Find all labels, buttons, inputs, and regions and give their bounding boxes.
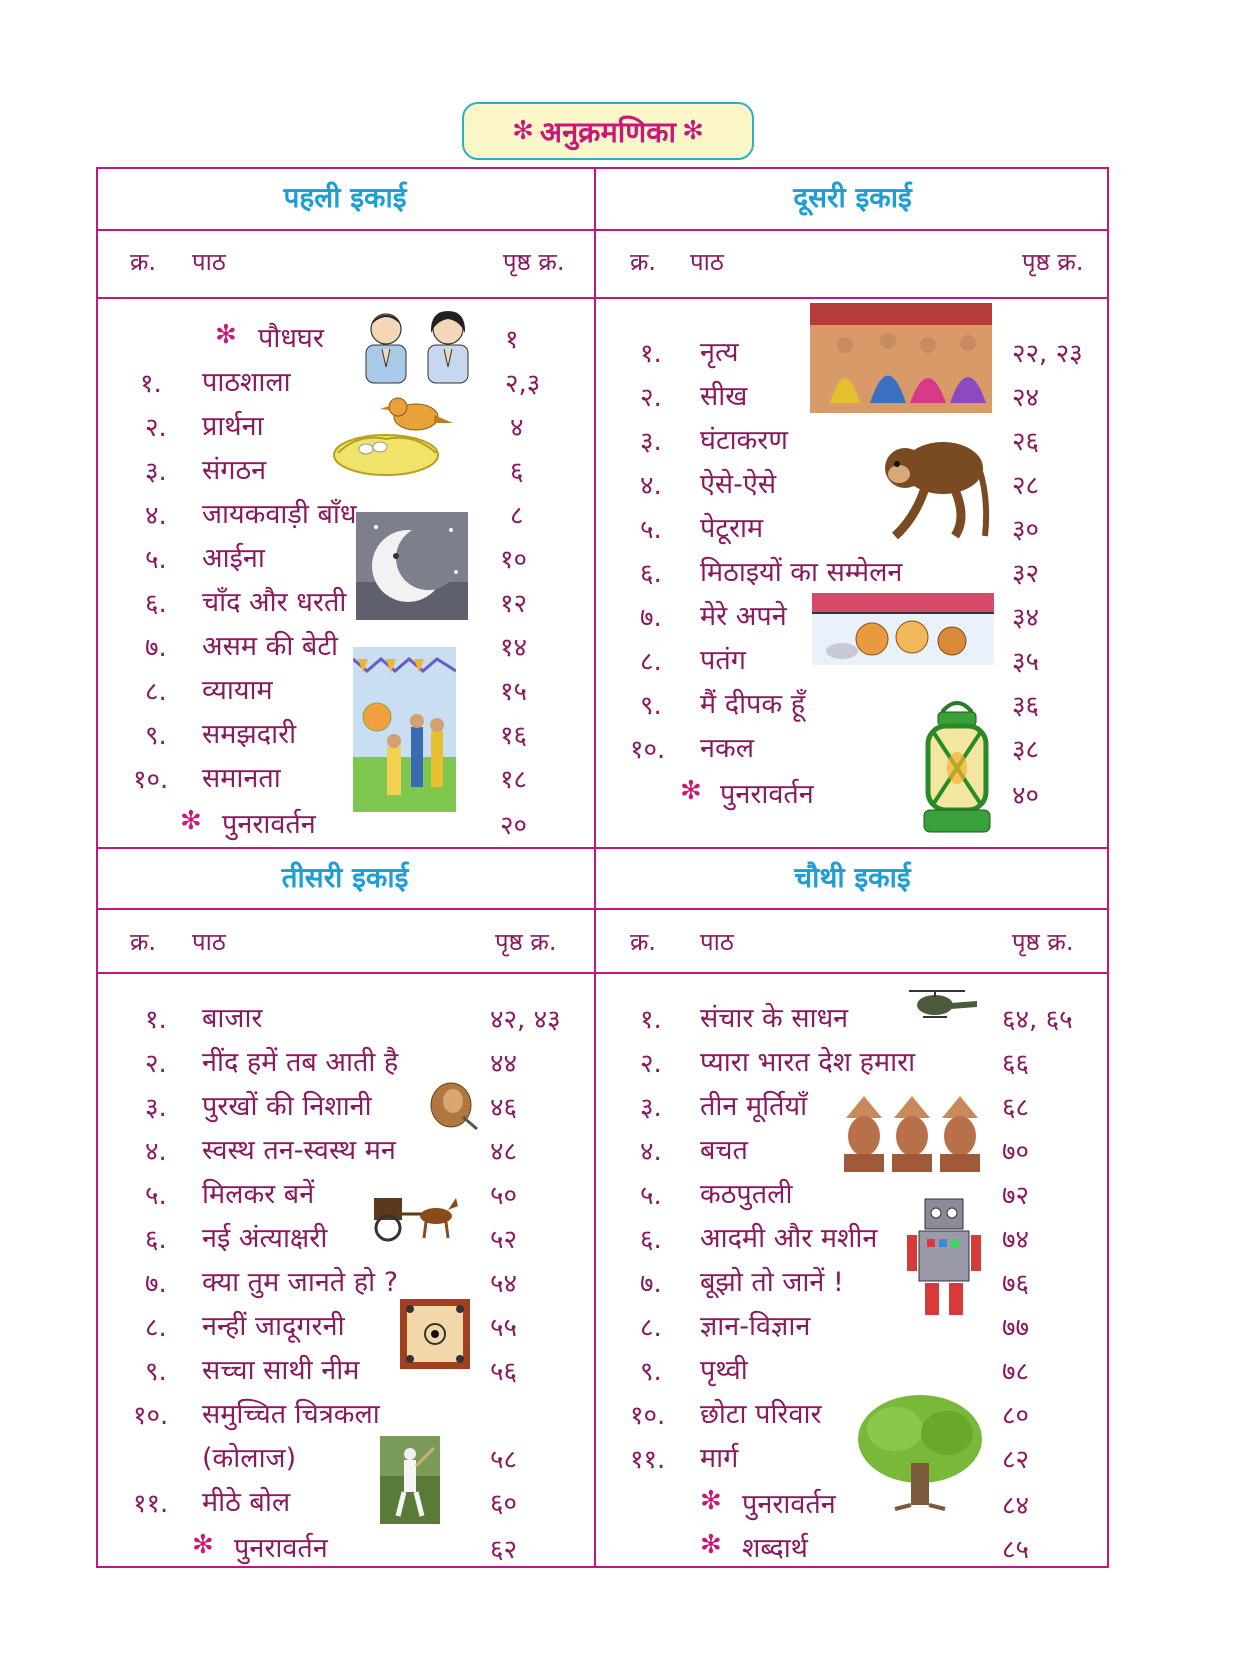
robot-illustration <box>905 1193 983 1318</box>
row-number: ९. <box>640 1357 662 1387</box>
lesson-title: प्रार्थना <box>202 411 264 442</box>
folk-dance-illustration <box>810 303 992 413</box>
table-divider <box>96 972 1109 974</box>
page-number: ३२ <box>1012 559 1040 589</box>
lesson-title: ज्ञान-विज्ञान <box>700 1311 811 1342</box>
row-number: ५. <box>640 515 662 545</box>
page-number: १८ <box>500 765 528 795</box>
three-statues-illustration <box>838 1090 988 1172</box>
lesson-title: मेरे अपने <box>700 601 787 632</box>
lesson-title-continued: (कोलाज) <box>202 1443 297 1474</box>
col-header-lesson: पाठ <box>192 928 226 956</box>
page-number: ४ <box>510 413 524 443</box>
row-number: ५. <box>640 1181 662 1211</box>
page-number: १४ <box>500 633 528 663</box>
lesson-title: आदमी और मशीन <box>700 1223 878 1254</box>
lesson-title: समुच्चित चित्रकला <box>202 1399 380 1430</box>
col-header-sr: क्र. <box>630 928 657 956</box>
row-number: ३. <box>145 1093 167 1123</box>
row-number: १०. <box>133 765 169 795</box>
table-divider <box>96 847 1109 849</box>
page-number: ७० <box>1002 1137 1030 1167</box>
sweets-festival-illustration <box>812 593 994 665</box>
col-header-lesson: पाठ <box>690 248 724 276</box>
lesson-title: समझदारी <box>202 719 297 750</box>
col-header-page: पृष्ठ क्र. <box>503 248 565 276</box>
lesson-title: पुरखों की निशानी <box>202 1091 372 1122</box>
unit-2-title: दूसरी इकाई <box>793 181 912 214</box>
lesson-title: पुनरावर्तन <box>222 809 316 840</box>
row-number: ४. <box>640 1137 662 1167</box>
page-number: १६ <box>500 721 528 751</box>
col-header-sr: क्र. <box>130 928 157 956</box>
page-number: ३४ <box>1012 603 1040 633</box>
row-number: २. <box>145 1049 167 1079</box>
row-number: ८. <box>640 1313 662 1343</box>
page-number: १२ <box>500 589 528 619</box>
lesson-title: प्यारा भारत देश हमारा <box>700 1047 916 1078</box>
row-number: २. <box>640 383 662 413</box>
row-number: १. <box>145 1005 167 1035</box>
row-number: ६. <box>145 589 167 619</box>
page-number: ४० <box>1012 781 1040 811</box>
lesson-title: सच्चा साथी नीम <box>202 1355 360 1386</box>
moon-night-illustration <box>356 512 468 620</box>
row-number: १०. <box>630 1401 666 1431</box>
lesson-title: असम की बेटी <box>202 631 338 662</box>
page-number: ६६ <box>1002 1049 1030 1079</box>
helicopter-illustration <box>905 985 980 1030</box>
page-number: ६४, ६५ <box>1002 1005 1073 1035</box>
carrom-board-illustration <box>398 1297 472 1371</box>
page-number: ७८ <box>1002 1357 1030 1387</box>
row-number: ११. <box>630 1445 666 1475</box>
row-number: ✻ <box>215 320 237 350</box>
page-number: २,३ <box>505 369 541 399</box>
lesson-title: बाजार <box>202 1003 263 1034</box>
lesson-title: नृत्य <box>700 337 739 368</box>
row-number: ६. <box>145 1225 167 1255</box>
unit-3-title: तीसरी इकाई <box>281 861 409 894</box>
horse-cart-illustration <box>370 1190 460 1242</box>
lesson-title: मार्ग <box>700 1443 739 1474</box>
row-number: ✻ <box>192 1530 214 1560</box>
row-number: ६. <box>640 1225 662 1255</box>
page-number: २६ <box>1012 427 1040 457</box>
lesson-title: नींद हमें तब आती है <box>202 1047 399 1078</box>
lesson-title: कठपुतली <box>700 1179 793 1210</box>
page-number: २८ <box>1012 471 1040 501</box>
page-number: ८० <box>1002 1401 1030 1431</box>
page-number: १० <box>500 545 528 575</box>
row-number: ३. <box>640 427 662 457</box>
row-number: ४. <box>145 1137 167 1167</box>
fair-crowd-illustration <box>353 647 456 812</box>
row-number: ✻ <box>180 806 202 836</box>
lesson-title: सीख <box>700 381 748 412</box>
row-number: ४. <box>145 501 167 531</box>
page-number: २४ <box>1012 383 1040 413</box>
lesson-title: मिलकर बनें <box>202 1179 315 1210</box>
row-number: ८. <box>145 677 167 707</box>
page-number: ५४ <box>490 1269 518 1299</box>
lesson-title: बूझो तो जानें ! <box>700 1267 844 1298</box>
lesson-title: चाँद और धरती <box>202 587 347 618</box>
lesson-title: जायकवाड़ी बाँध <box>202 499 357 530</box>
page-number: ६० <box>490 1489 518 1519</box>
row-number: १०. <box>133 1401 169 1431</box>
row-number: ९. <box>145 1357 167 1387</box>
row-number: १०. <box>630 735 666 765</box>
page-number: ५२ <box>490 1225 518 1255</box>
row-number: ९. <box>640 691 662 721</box>
lesson-title: पृथ्वी <box>700 1355 748 1386</box>
row-number: ७. <box>145 1269 167 1299</box>
row-number: ९. <box>145 721 167 751</box>
page-number: ७७ <box>1002 1313 1030 1343</box>
page-number: ५५ <box>490 1313 518 1343</box>
lesson-title: पुनरावर्तन <box>742 1489 836 1520</box>
unit-1-title: पहली इकाई <box>283 181 407 214</box>
lesson-title: नई अंत्याक्षरी <box>202 1223 328 1254</box>
lesson-title: छोटा परिवार <box>700 1399 822 1430</box>
page-number: ४६ <box>490 1093 518 1123</box>
page-number: ३६ <box>1012 691 1040 721</box>
row-number: ५. <box>145 1181 167 1211</box>
page-number: ६ <box>510 457 524 487</box>
row-number: १. <box>640 1005 662 1035</box>
clay-bird-illustration <box>423 1073 479 1133</box>
row-number: ११. <box>133 1489 169 1519</box>
lesson-title: मैं दीपक हूँ <box>700 689 806 720</box>
table-divider <box>96 229 1109 231</box>
page-number: २० <box>500 811 528 841</box>
page-number: ७२ <box>1002 1181 1030 1211</box>
lesson-title: पाठशाला <box>202 367 291 398</box>
lesson-title: ऐसे-ऐसे <box>700 469 777 500</box>
table-divider <box>96 908 1109 910</box>
page-number: १ <box>505 325 519 355</box>
lesson-title: स्वस्थ तन-स्वस्थ मन <box>202 1135 396 1166</box>
lesson-title: पतंग <box>700 645 746 676</box>
lesson-title: तीन मूर्तियाँ <box>700 1091 808 1122</box>
row-number: ७. <box>145 633 167 663</box>
page-number: ६२ <box>490 1535 518 1565</box>
page-number: ४२, ४३ <box>490 1005 561 1035</box>
page-number: ३० <box>1012 515 1040 545</box>
lesson-title: मिठाइयों का सम्मेलन <box>700 557 903 588</box>
row-number: ५. <box>145 545 167 575</box>
col-header-sr: क्र. <box>130 248 157 276</box>
col-header-page: पृष्ठ क्र. <box>495 928 557 956</box>
lesson-title: नन्हीं जादूगरनी <box>202 1311 345 1342</box>
lesson-title: संगठन <box>202 455 267 486</box>
lesson-title: शब्दार्थ <box>742 1533 808 1564</box>
lesson-title: मीठे बोल <box>202 1487 291 1518</box>
children-praying-illustration <box>352 305 482 385</box>
page-number: ५६ <box>490 1357 518 1387</box>
page-number: ५० <box>490 1181 518 1211</box>
page-title: अनुक्रमणिका <box>539 114 677 149</box>
page-number: ७६ <box>1002 1269 1030 1299</box>
monkey-illustration <box>875 428 990 543</box>
row-number: ✻ <box>680 776 702 806</box>
page-number: ३८ <box>1012 735 1040 765</box>
col-header-page: पृष्ठ क्र. <box>1022 248 1084 276</box>
lesson-title: समानता <box>202 763 281 794</box>
lesson-title: पेटूराम <box>700 513 764 544</box>
row-number: ✻ <box>700 1530 722 1560</box>
table-divider <box>96 297 1109 299</box>
lesson-title: पुनरावर्तन <box>720 779 814 810</box>
row-number: ४. <box>640 471 662 501</box>
row-number: ७. <box>640 1269 662 1299</box>
cricketer-illustration <box>380 1436 440 1524</box>
lesson-title: संचार के साधन <box>700 1003 849 1034</box>
title-star-right: ✻ <box>682 116 704 146</box>
col-header-lesson: पाठ <box>192 248 226 276</box>
row-number: ६. <box>640 559 662 589</box>
page-number: ३५ <box>1012 647 1040 677</box>
row-number: ३. <box>640 1093 662 1123</box>
lesson-title: नकल <box>700 733 755 764</box>
lantern-illustration <box>918 694 996 844</box>
page-number: २२, २३ <box>1012 339 1083 369</box>
lesson-title: व्यायाम <box>202 675 273 706</box>
lesson-title: क्या तुम जानते हो ? <box>202 1267 399 1298</box>
lesson-title: बचत <box>700 1135 748 1166</box>
unit-4-title: चौथी इकाई <box>794 861 911 894</box>
row-number: ८. <box>145 1313 167 1343</box>
col-header-page: पृष्ठ क्र. <box>1012 928 1074 956</box>
col-header-lesson: पाठ <box>700 928 734 956</box>
row-number: १. <box>140 369 162 399</box>
page-number: ७४ <box>1002 1225 1030 1255</box>
row-number: ३. <box>145 457 167 487</box>
page-number: ८५ <box>1002 1535 1030 1565</box>
lesson-title: घंटाकरण <box>700 425 788 456</box>
lesson-title: आईना <box>202 543 265 574</box>
page-number: ८४ <box>1002 1491 1030 1521</box>
col-header-sr: क्र. <box>630 248 657 276</box>
page-number: ८२ <box>1002 1445 1030 1475</box>
bird-nest-illustration <box>328 393 458 483</box>
page-number: ८ <box>510 501 524 531</box>
row-number: २. <box>145 413 167 443</box>
lesson-title: पौधघर <box>258 323 324 354</box>
row-number: १. <box>640 339 662 369</box>
lesson-title: पुनरावर्तन <box>234 1533 328 1564</box>
row-number: ७. <box>640 603 662 633</box>
tree-illustration <box>855 1393 985 1511</box>
page-number: ४४ <box>490 1049 518 1079</box>
page-number: ४८ <box>490 1137 518 1167</box>
page-number: १५ <box>500 677 528 707</box>
page-number: ५८ <box>490 1445 518 1475</box>
row-number: ८. <box>640 647 662 677</box>
page-number: ६८ <box>1002 1093 1030 1123</box>
row-number: ✻ <box>700 1486 722 1516</box>
index-title-box <box>462 102 754 160</box>
title-star-left: ✻ <box>512 116 534 146</box>
row-number: २. <box>640 1049 662 1079</box>
